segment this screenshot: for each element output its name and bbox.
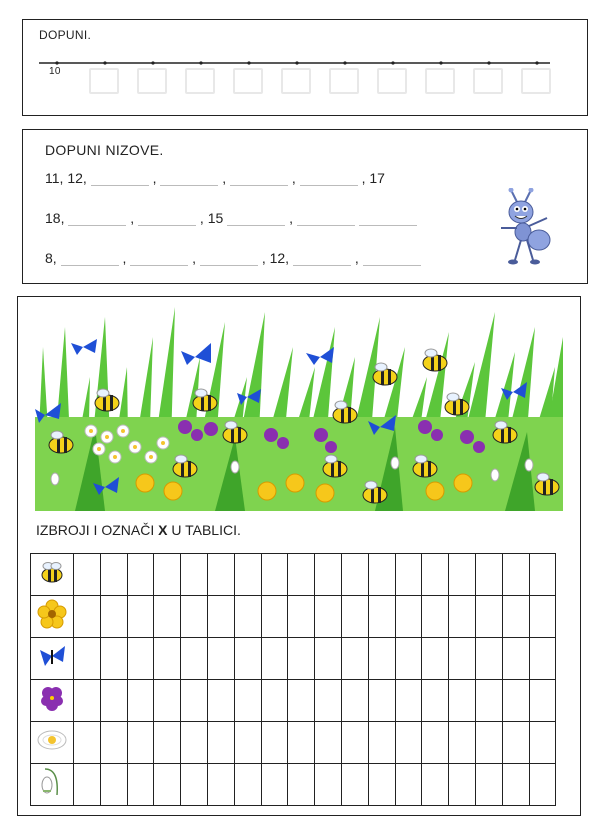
blank[interactable] bbox=[297, 211, 355, 226]
seq-text: 8, bbox=[45, 250, 57, 266]
tally-cell[interactable] bbox=[502, 680, 529, 722]
tally-cell[interactable] bbox=[395, 596, 422, 638]
tally-cell[interactable] bbox=[74, 638, 101, 680]
blank[interactable] bbox=[293, 251, 351, 266]
tally-cell[interactable] bbox=[422, 722, 449, 764]
section2-title: DOPUNI NIZOVE. bbox=[45, 142, 164, 158]
tally-cell[interactable] bbox=[422, 680, 449, 722]
tally-cell[interactable] bbox=[74, 764, 101, 806]
number-line-section bbox=[22, 19, 588, 116]
tally-cell[interactable] bbox=[315, 596, 342, 638]
tally-cell[interactable] bbox=[127, 638, 154, 680]
blank[interactable] bbox=[227, 211, 285, 226]
sequence-row-3 bbox=[45, 250, 421, 266]
tally-cell[interactable] bbox=[261, 638, 288, 680]
tally-cell[interactable] bbox=[181, 680, 208, 722]
tally-cell[interactable] bbox=[234, 554, 261, 596]
daisy-icon bbox=[31, 722, 74, 764]
answer-box[interactable] bbox=[329, 68, 359, 94]
table-row bbox=[31, 680, 556, 722]
tally-cell[interactable] bbox=[207, 596, 234, 638]
seq-text: , bbox=[222, 170, 227, 186]
tally-cell[interactable] bbox=[288, 554, 315, 596]
instruction-text: U TABLICI. bbox=[167, 522, 241, 538]
sequence-row-2 bbox=[45, 210, 417, 226]
violet-icon bbox=[31, 680, 74, 722]
instruction-text: IZBROJI I OZNAČI bbox=[36, 522, 159, 538]
tally-cell[interactable] bbox=[475, 680, 502, 722]
instruction-mark: X bbox=[158, 522, 168, 538]
table-instruction bbox=[36, 522, 241, 538]
tally-cell[interactable] bbox=[368, 764, 395, 806]
tally-cell[interactable] bbox=[449, 554, 476, 596]
answer-box[interactable] bbox=[473, 68, 503, 94]
tally-cell[interactable] bbox=[154, 722, 181, 764]
tally-cell[interactable] bbox=[288, 680, 315, 722]
tally-cell[interactable] bbox=[341, 554, 368, 596]
answer-box[interactable] bbox=[233, 68, 263, 94]
tally-cell[interactable] bbox=[502, 722, 529, 764]
tally-cell[interactable] bbox=[261, 554, 288, 596]
tally-cell[interactable] bbox=[74, 722, 101, 764]
tally-cell[interactable] bbox=[422, 638, 449, 680]
tally-cell[interactable] bbox=[315, 554, 342, 596]
tally-cell[interactable] bbox=[127, 596, 154, 638]
tally-cell[interactable] bbox=[207, 764, 234, 806]
tally-cell[interactable] bbox=[288, 722, 315, 764]
tally-cell[interactable] bbox=[368, 554, 395, 596]
tally-cell[interactable] bbox=[261, 722, 288, 764]
tally-cell[interactable] bbox=[475, 764, 502, 806]
answer-box[interactable] bbox=[89, 68, 119, 94]
seq-text: , 12, bbox=[261, 250, 290, 266]
tally-cell[interactable] bbox=[449, 638, 476, 680]
tally-cell[interactable] bbox=[449, 764, 476, 806]
sequence-row-1 bbox=[45, 170, 385, 186]
tally-cell[interactable] bbox=[529, 554, 556, 596]
blank[interactable] bbox=[300, 171, 358, 186]
tally-cell[interactable] bbox=[154, 680, 181, 722]
tally-cell[interactable] bbox=[127, 764, 154, 806]
tally-cell[interactable] bbox=[74, 596, 101, 638]
seq-text: , bbox=[289, 210, 293, 226]
seq-text: 11, 12, bbox=[45, 170, 87, 186]
tally-cell[interactable] bbox=[395, 764, 422, 806]
table-row bbox=[31, 722, 556, 764]
tally-cell[interactable] bbox=[100, 638, 127, 680]
blank[interactable] bbox=[91, 171, 149, 186]
butterfly-icon bbox=[31, 638, 74, 680]
tally-cell[interactable] bbox=[529, 638, 556, 680]
tally-cell[interactable] bbox=[422, 554, 449, 596]
tally-cell[interactable] bbox=[449, 680, 476, 722]
blank[interactable] bbox=[130, 251, 188, 266]
tally-cell[interactable] bbox=[341, 638, 368, 680]
answer-box[interactable] bbox=[521, 68, 551, 94]
tally-cell[interactable] bbox=[154, 596, 181, 638]
tally-cell[interactable] bbox=[502, 596, 529, 638]
seq-text: , bbox=[354, 250, 359, 266]
tally-cell[interactable] bbox=[529, 722, 556, 764]
tally-cell[interactable] bbox=[422, 764, 449, 806]
tally-table bbox=[30, 553, 556, 806]
blank[interactable] bbox=[359, 211, 417, 226]
tally-cell[interactable] bbox=[74, 554, 101, 596]
tally-cell[interactable] bbox=[181, 596, 208, 638]
tally-cell[interactable] bbox=[288, 764, 315, 806]
tally-cell[interactable] bbox=[502, 638, 529, 680]
blank[interactable] bbox=[200, 251, 258, 266]
yellow-flower-icon bbox=[31, 596, 74, 638]
tally-cell[interactable] bbox=[74, 680, 101, 722]
tally-cell[interactable] bbox=[315, 638, 342, 680]
tally-cell[interactable] bbox=[529, 764, 556, 806]
tally-cell[interactable] bbox=[261, 764, 288, 806]
tally-cell[interactable] bbox=[449, 722, 476, 764]
tally-cell[interactable] bbox=[368, 638, 395, 680]
tally-cell[interactable] bbox=[529, 596, 556, 638]
tally-cell[interactable] bbox=[341, 596, 368, 638]
tally-cell[interactable] bbox=[422, 596, 449, 638]
tally-cell[interactable] bbox=[127, 554, 154, 596]
tally-cell[interactable] bbox=[368, 596, 395, 638]
seq-text: , bbox=[192, 250, 197, 266]
ant-mascot-icon bbox=[495, 188, 555, 270]
table-row bbox=[31, 638, 556, 680]
tally-cell[interactable] bbox=[207, 554, 234, 596]
tally-cell[interactable] bbox=[234, 680, 261, 722]
tally-cell[interactable] bbox=[207, 722, 234, 764]
tally-cell[interactable] bbox=[341, 680, 368, 722]
tally-cell[interactable] bbox=[127, 680, 154, 722]
tally-cell[interactable] bbox=[234, 722, 261, 764]
tally-cell[interactable] bbox=[100, 764, 127, 806]
tally-cell[interactable] bbox=[288, 638, 315, 680]
tally-cell[interactable] bbox=[100, 554, 127, 596]
seq-text: , bbox=[122, 250, 127, 266]
number-line-start: 10 bbox=[49, 66, 61, 77]
tally-cell[interactable] bbox=[315, 764, 342, 806]
tally-cell[interactable] bbox=[234, 638, 261, 680]
tally-cell[interactable] bbox=[395, 554, 422, 596]
tally-cell[interactable] bbox=[261, 596, 288, 638]
tally-cell[interactable] bbox=[502, 764, 529, 806]
blank[interactable] bbox=[160, 171, 218, 186]
seq-text: , 15 bbox=[199, 210, 224, 226]
tally-cell[interactable] bbox=[261, 680, 288, 722]
tally-cell[interactable] bbox=[368, 722, 395, 764]
answer-box[interactable] bbox=[137, 68, 167, 94]
tally-cell[interactable] bbox=[181, 764, 208, 806]
tally-cell[interactable] bbox=[395, 680, 422, 722]
tally-cell[interactable] bbox=[341, 722, 368, 764]
tally-cell[interactable] bbox=[100, 596, 127, 638]
table-row bbox=[31, 764, 556, 806]
table-row bbox=[31, 596, 556, 638]
tally-cell[interactable] bbox=[154, 638, 181, 680]
meadow-illustration bbox=[35, 307, 563, 511]
table-row bbox=[31, 554, 556, 596]
tally-cell[interactable] bbox=[234, 596, 261, 638]
tally-cell[interactable] bbox=[154, 764, 181, 806]
tally-cell[interactable] bbox=[529, 680, 556, 722]
tally-cell[interactable] bbox=[341, 764, 368, 806]
tally-cell[interactable] bbox=[207, 680, 234, 722]
seq-text: 18, bbox=[45, 210, 65, 226]
seq-text: , bbox=[130, 210, 135, 226]
tally-cell[interactable] bbox=[100, 722, 127, 764]
snowdrop-icon bbox=[31, 764, 74, 806]
bee-icon bbox=[31, 554, 74, 596]
blank[interactable] bbox=[363, 251, 421, 266]
seq-text: , bbox=[152, 170, 157, 186]
seq-text: , bbox=[291, 170, 296, 186]
tally-cell[interactable] bbox=[368, 680, 395, 722]
tally-cell[interactable] bbox=[475, 722, 502, 764]
blank[interactable] bbox=[230, 171, 288, 186]
tally-cell[interactable] bbox=[449, 596, 476, 638]
tally-cell[interactable] bbox=[234, 764, 261, 806]
sequences-section bbox=[22, 129, 588, 284]
tally-cell[interactable] bbox=[475, 596, 502, 638]
tally-cell[interactable] bbox=[181, 722, 208, 764]
tally-cell[interactable] bbox=[502, 554, 529, 596]
tally-cell[interactable] bbox=[181, 638, 208, 680]
tally-cell[interactable] bbox=[475, 554, 502, 596]
tally-cell[interactable] bbox=[100, 680, 127, 722]
tally-cell[interactable] bbox=[288, 596, 315, 638]
tally-cell[interactable] bbox=[395, 722, 422, 764]
answer-box[interactable] bbox=[281, 68, 311, 94]
tally-cell[interactable] bbox=[475, 638, 502, 680]
blank[interactable] bbox=[68, 211, 126, 226]
counting-section bbox=[17, 296, 581, 816]
tally-cell[interactable] bbox=[395, 638, 422, 680]
tally-cell[interactable] bbox=[154, 554, 181, 596]
seq-text: , 17 bbox=[361, 170, 385, 186]
tally-cell[interactable] bbox=[315, 722, 342, 764]
answer-box[interactable] bbox=[377, 68, 407, 94]
answer-box[interactable] bbox=[425, 68, 455, 94]
tally-cell[interactable] bbox=[207, 638, 234, 680]
tally-cell[interactable] bbox=[315, 680, 342, 722]
section1-title: DOPUNI. bbox=[39, 28, 92, 42]
tally-cell[interactable] bbox=[181, 554, 208, 596]
tally-cell[interactable] bbox=[127, 722, 154, 764]
answer-box[interactable] bbox=[185, 68, 215, 94]
blank[interactable] bbox=[61, 251, 119, 266]
blank[interactable] bbox=[138, 211, 196, 226]
